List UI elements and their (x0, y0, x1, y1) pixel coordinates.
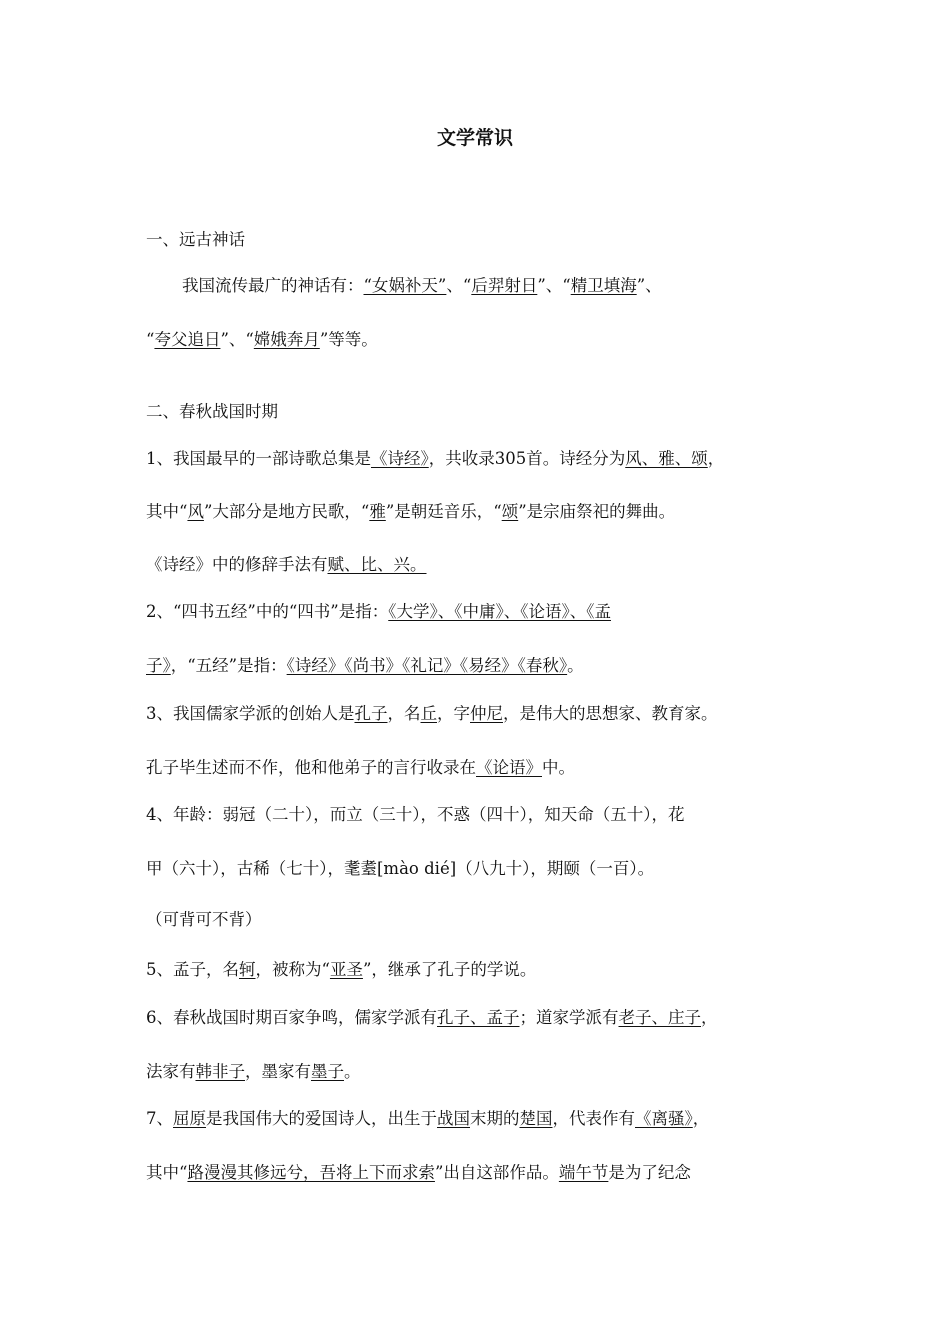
paragraph-line: 《诗经》中的修辞手法有赋、比、兴。 (146, 555, 427, 574)
underlined-term: 风、雅、颂 (625, 449, 708, 468)
underlined-term: 后羿射日 (471, 276, 538, 295)
paragraph-line: 其中“路漫漫其修远兮，吾将上下而求索”出自这部作品。端午节是为了纪念 (146, 1163, 691, 1182)
paragraph-line: 孔子毕生述而不作，他和他弟子的言行收录在《论语》中。 (146, 758, 575, 777)
paragraph-line: 6、春秋战国时期百家争鸣，儒家学派有孔子、孟子；道家学派有老子、庄子， (146, 1008, 718, 1027)
underlined-term: 仲尼 (470, 704, 503, 723)
underlined-term: 亚圣 (329, 960, 363, 979)
paragraph-line: “夸父追日”、“嫦娥奔月”等等。 (146, 330, 378, 349)
underlined-term: 子》 (146, 656, 171, 675)
underlined-term: 雅 (369, 502, 386, 521)
underlined-term: 端午节 (558, 1163, 609, 1182)
paragraph-line: 4、年龄：弱冠（二十），而立（三十），不惑（四十），知天命（五十），花 (146, 805, 685, 824)
paragraph-line: 我国流传最广的神话有：“女娲补天”、“后羿射日”、“精卫填海”、 (182, 276, 662, 295)
underlined-term: 孔子 (354, 704, 388, 723)
paragraph-line: 甲（六十），古稀（七十），耄耋[mào dié]（八九十），期颐（一百）。 (146, 859, 655, 878)
underlined-term: 墨子 (311, 1062, 344, 1081)
paragraph-line: 子》，“五经”是指：《诗经》《尚书》《礼记》《易经》《春秋》。 (146, 656, 584, 675)
underlined-term: 路漫漫其修远兮，吾将上下而求索 (187, 1163, 435, 1182)
section-heading-spring-autumn: 二、春秋战国时期 (146, 402, 278, 421)
underlined-term: 楚国 (519, 1109, 553, 1128)
paragraph-line: 法家有韩非子，墨家有墨子。 (146, 1062, 361, 1081)
underlined-term: 风 (187, 502, 204, 521)
underlined-term: 战国 (437, 1109, 470, 1128)
underlined-term: “女娲补天” (363, 276, 447, 295)
underlined-term: 《离骚》 (635, 1109, 693, 1128)
paragraph-line: 7、屈原是我国伟大的爱国诗人，出生于战国末期的楚国，代表作有《离骚》， (146, 1109, 710, 1128)
underlined-term: 赋、比、兴。 (327, 555, 427, 574)
underlined-term: 《诗经》《尚书》《礼记》《易经》《春秋》 (286, 656, 568, 675)
underlined-term: 韩非子 (195, 1062, 245, 1081)
underlined-term: 《大学》、《中庸》、《论语》、《孟 (388, 602, 611, 621)
page-title: 文学常识 (436, 127, 513, 149)
underlined-term: 孔子、孟子 (437, 1008, 520, 1027)
underlined-term: 屈原 (173, 1109, 206, 1128)
paragraph-line: 3、我国儒家学派的创始人是孔子，名丘，字仲尼，是伟大的思想家、教育家。 (146, 704, 718, 723)
underlined-term: 颂 (501, 502, 519, 521)
underlined-term: 精卫填海 (570, 276, 637, 295)
underlined-term: 丘 (420, 704, 437, 723)
underlined-term: 《诗经》 (371, 449, 429, 468)
underlined-term: 老子、庄子 (618, 1008, 701, 1027)
underlined-term: 轲 (239, 960, 256, 979)
underlined-term: 嫦娥奔月 (253, 330, 320, 349)
paragraph-line: 1、我国最早的一部诗歌总集是《诗经》，共收录305首。诗经分为风、雅、颂， (146, 449, 725, 468)
section-heading-myths: 一、远古神话 (146, 230, 245, 249)
underlined-term: 夸父追日 (154, 330, 221, 349)
paragraph-line: 2、“四书五经”中的“四书”是指：《大学》、《中庸》、《论语》、《孟 (146, 602, 611, 621)
paragraph-line: （可背可不背） (146, 910, 262, 929)
paragraph-line: 5、孟子，名轲，被称为“亚圣”，继承了孔子的学说。 (146, 960, 537, 979)
underlined-term: 《论语》 (476, 758, 542, 777)
paragraph-line: 其中“风”大部分是地方民歌，“雅”是朝廷音乐，“颂”是宗庙祭祀的舞曲。 (146, 502, 676, 521)
